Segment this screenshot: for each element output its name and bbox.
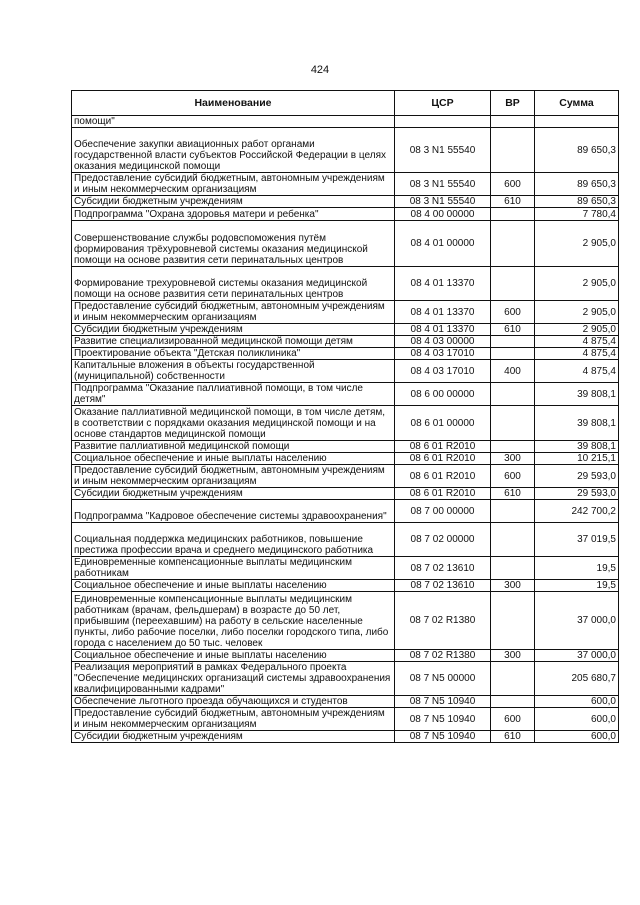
row-csr-cell: 08 6 01 R2010 xyxy=(395,488,491,500)
row-sum-cell: 37 000,0 xyxy=(535,650,619,662)
table-row xyxy=(72,360,619,383)
row-name-cell: Оказание паллиативной медицинской помощи, в том числе детям, в соответствии с порядками оказания медицинской помощи и на основе стандартов медицинской помощи xyxy=(72,406,395,441)
table-row xyxy=(72,348,619,360)
row-vr-cell xyxy=(491,383,535,406)
table-row xyxy=(72,221,619,267)
table-row xyxy=(72,580,619,592)
row-sum-cell: 39 808,1 xyxy=(535,441,619,453)
row-sum-cell: 19,5 xyxy=(535,580,619,592)
row-sum-cell: 600,0 xyxy=(535,708,619,731)
row-sum-cell: 242 700,2 xyxy=(535,500,619,523)
table-row xyxy=(72,116,619,128)
row-vr-cell xyxy=(491,208,535,221)
row-vr-cell xyxy=(491,348,535,360)
row-csr-cell: 08 7 N5 10940 xyxy=(395,696,491,708)
row-csr-cell: 08 3 N1 55540 xyxy=(395,128,491,173)
table-body xyxy=(72,116,619,743)
row-csr-cell: 08 7 N5 00000 xyxy=(395,662,491,696)
table-row xyxy=(72,557,619,580)
row-vr-cell: 600 xyxy=(491,301,535,324)
page-number: 424 xyxy=(310,64,330,76)
row-sum-cell: 10 215,1 xyxy=(535,453,619,465)
table-row xyxy=(72,500,619,523)
row-csr-cell: 08 7 02 13610 xyxy=(395,557,491,580)
row-vr-cell xyxy=(491,662,535,696)
row-name-cell: Предоставление субсидий бюджетным, автономным учреждениям и иным некоммерческим организациям xyxy=(72,173,395,196)
row-sum-cell: 4 875,4 xyxy=(535,348,619,360)
row-vr-cell: 610 xyxy=(491,731,535,743)
row-sum-cell: 2 905,0 xyxy=(535,301,619,324)
row-name-cell: Капитальные вложения в объекты государственной (муниципальной) собственности xyxy=(72,360,395,383)
table-row xyxy=(72,592,619,650)
table-row xyxy=(72,301,619,324)
row-vr-cell xyxy=(491,336,535,348)
row-name-cell: Совершенствование службы родовспоможения путём формирования трёхуровневой системы оказания медицинской помощи на основе развития сети перинатальных центров xyxy=(72,221,395,267)
row-name-cell: Обеспечение льготного проезда обучающихся и студентов xyxy=(72,696,395,708)
row-sum-cell: 4 875,4 xyxy=(535,360,619,383)
row-vr-cell xyxy=(491,221,535,267)
row-name-cell: Предоставление субсидий бюджетным, автономным учреждениям и иным некоммерческим организациям xyxy=(72,301,395,324)
row-csr-cell: 08 6 01 R2010 xyxy=(395,453,491,465)
row-csr-cell: 08 6 00 00000 xyxy=(395,383,491,406)
row-csr-cell: 08 7 02 R1380 xyxy=(395,650,491,662)
row-name-cell: помощи" xyxy=(72,116,395,128)
table-row xyxy=(72,208,619,221)
row-sum-cell: 19,5 xyxy=(535,557,619,580)
row-name-cell: Субсидии бюджетным учреждениям xyxy=(72,488,395,500)
table-row xyxy=(72,406,619,441)
row-vr-cell xyxy=(491,557,535,580)
row-vr-cell: 300 xyxy=(491,650,535,662)
row-name-cell: Подпрограмма "Охрана здоровья матери и ребенка" xyxy=(72,208,395,221)
row-csr-cell: 08 4 03 17010 xyxy=(395,348,491,360)
row-csr-cell: 08 4 00 00000 xyxy=(395,208,491,221)
table-row xyxy=(72,128,619,173)
row-name-cell: Реализация мероприятий в рамках Федерального проекта "Обеспечение медицинских организаций системы здравоохранения квалифицированными кадрами" xyxy=(72,662,395,696)
row-csr-cell: 08 4 01 13370 xyxy=(395,267,491,301)
row-name-cell: Предоставление субсидий бюджетным, автономным учреждениям и иным некоммерческим организациям xyxy=(72,465,395,488)
header-csr: ЦСР xyxy=(395,91,491,116)
row-vr-cell: 610 xyxy=(491,196,535,208)
header-sum: Сумма xyxy=(535,91,619,116)
row-name-cell: Предоставление субсидий бюджетным, автономным учреждениям и иным некоммерческим организациям xyxy=(72,708,395,731)
table-row xyxy=(72,267,619,301)
row-sum-cell: 37 019,5 xyxy=(535,523,619,557)
row-name-cell: Подпрограмма "Оказание паллиативной помощи, в том числе детям" xyxy=(72,383,395,406)
row-vr-cell xyxy=(491,696,535,708)
budget-table xyxy=(71,90,619,743)
row-csr-cell: 08 7 N5 10940 xyxy=(395,708,491,731)
row-csr-cell: 08 3 N1 55540 xyxy=(395,173,491,196)
row-vr-cell: 600 xyxy=(491,465,535,488)
row-vr-cell xyxy=(491,116,535,128)
row-sum-cell: 4 875,4 xyxy=(535,336,619,348)
table-row xyxy=(72,662,619,696)
table-header-row xyxy=(72,91,619,116)
table-row xyxy=(72,708,619,731)
row-sum-cell: 39 808,1 xyxy=(535,406,619,441)
row-name-cell: Единовременные компенсационные выплаты медицинским работникам (врачам, фельдшерам) в возрасте до 50 лет, прибывшим (переехавшим) на работу в сельские населенные пункты, либо рабочие поселки, либо поселки городского типа, либо города с населением до 50 тыс. человек xyxy=(72,592,395,650)
row-name-cell: Развитие паллиативной медицинской помощи xyxy=(72,441,395,453)
row-csr-cell: 08 7 02 R1380 xyxy=(395,592,491,650)
row-csr-cell: 08 4 03 00000 xyxy=(395,336,491,348)
row-name-cell: Социальное обеспечение и иные выплаты населению xyxy=(72,650,395,662)
table-row xyxy=(72,488,619,500)
row-sum-cell: 7 780,4 xyxy=(535,208,619,221)
header-vr: ВР xyxy=(491,91,535,116)
table-row xyxy=(72,731,619,743)
row-sum-cell: 600,0 xyxy=(535,696,619,708)
row-vr-cell: 610 xyxy=(491,488,535,500)
row-name-cell: Обеспечение закупки авиационных работ органами государственной власти субъектов Российской Федерации в целях оказания медицинской помощи xyxy=(72,128,395,173)
row-csr-cell: 08 4 03 17010 xyxy=(395,360,491,383)
row-name-cell: Единовременные компенсационные выплаты медицинским работникам xyxy=(72,557,395,580)
table-row xyxy=(72,650,619,662)
row-name-cell: Проектирование объекта "Детская поликлиника" xyxy=(72,348,395,360)
row-sum-cell: 89 650,3 xyxy=(535,196,619,208)
table-row xyxy=(72,523,619,557)
row-name-cell: Субсидии бюджетным учреждениям xyxy=(72,196,395,208)
row-csr-cell: 08 4 01 13370 xyxy=(395,301,491,324)
row-vr-cell: 610 xyxy=(491,324,535,336)
row-name-cell: Развитие специализированной медицинской помощи детям xyxy=(72,336,395,348)
table-row xyxy=(72,465,619,488)
table-row xyxy=(72,196,619,208)
table-row xyxy=(72,441,619,453)
row-vr-cell: 400 xyxy=(491,360,535,383)
table-row xyxy=(72,324,619,336)
row-sum-cell: 2 905,0 xyxy=(535,221,619,267)
row-vr-cell: 600 xyxy=(491,173,535,196)
row-sum-cell: 205 680,7 xyxy=(535,662,619,696)
row-vr-cell xyxy=(491,523,535,557)
row-csr-cell: 08 7 02 00000 xyxy=(395,523,491,557)
row-sum-cell: 37 000,0 xyxy=(535,592,619,650)
row-name-cell: Социальное обеспечение и иные выплаты населению xyxy=(72,453,395,465)
row-name-cell: Субсидии бюджетным учреждениям xyxy=(72,731,395,743)
table-row xyxy=(72,173,619,196)
row-name-cell: Социальное обеспечение и иные выплаты населению xyxy=(72,580,395,592)
table-row xyxy=(72,336,619,348)
row-csr-cell: 08 7 02 13610 xyxy=(395,580,491,592)
row-vr-cell xyxy=(491,441,535,453)
row-sum-cell xyxy=(535,116,619,128)
table-row xyxy=(72,453,619,465)
row-csr-cell: 08 4 01 13370 xyxy=(395,324,491,336)
header-name: Наименование xyxy=(72,91,395,116)
row-sum-cell: 2 905,0 xyxy=(535,267,619,301)
row-sum-cell: 39 808,1 xyxy=(535,383,619,406)
table-row xyxy=(72,383,619,406)
row-vr-cell: 600 xyxy=(491,708,535,731)
row-name-cell: Субсидии бюджетным учреждениям xyxy=(72,324,395,336)
row-name-cell: Формирование трехуровневой системы оказания медицинской помощи на основе развития сети перинатальных центров xyxy=(72,267,395,301)
row-csr-cell xyxy=(395,116,491,128)
row-sum-cell: 29 593,0 xyxy=(535,465,619,488)
row-vr-cell xyxy=(491,592,535,650)
row-csr-cell: 08 3 N1 55540 xyxy=(395,196,491,208)
row-sum-cell: 89 650,3 xyxy=(535,128,619,173)
row-csr-cell: 08 6 01 R2010 xyxy=(395,465,491,488)
row-csr-cell: 08 6 01 00000 xyxy=(395,406,491,441)
row-vr-cell xyxy=(491,128,535,173)
row-csr-cell: 08 7 N5 10940 xyxy=(395,731,491,743)
row-name-cell: Социальная поддержка медицинских работников, повышение престижа профессии врача и среднего медицинского работника xyxy=(72,523,395,557)
row-sum-cell: 2 905,0 xyxy=(535,324,619,336)
table-row xyxy=(72,696,619,708)
row-csr-cell: 08 7 00 00000 xyxy=(395,500,491,523)
row-name-cell: Подпрограмма "Кадровое обеспечение системы здравоохранения" xyxy=(72,500,395,523)
row-vr-cell xyxy=(491,406,535,441)
row-vr-cell xyxy=(491,500,535,523)
row-sum-cell: 89 650,3 xyxy=(535,173,619,196)
row-vr-cell: 300 xyxy=(491,453,535,465)
row-sum-cell: 29 593,0 xyxy=(535,488,619,500)
row-vr-cell xyxy=(491,267,535,301)
row-sum-cell: 600,0 xyxy=(535,731,619,743)
row-vr-cell: 300 xyxy=(491,580,535,592)
row-csr-cell: 08 4 01 00000 xyxy=(395,221,491,267)
row-csr-cell: 08 6 01 R2010 xyxy=(395,441,491,453)
